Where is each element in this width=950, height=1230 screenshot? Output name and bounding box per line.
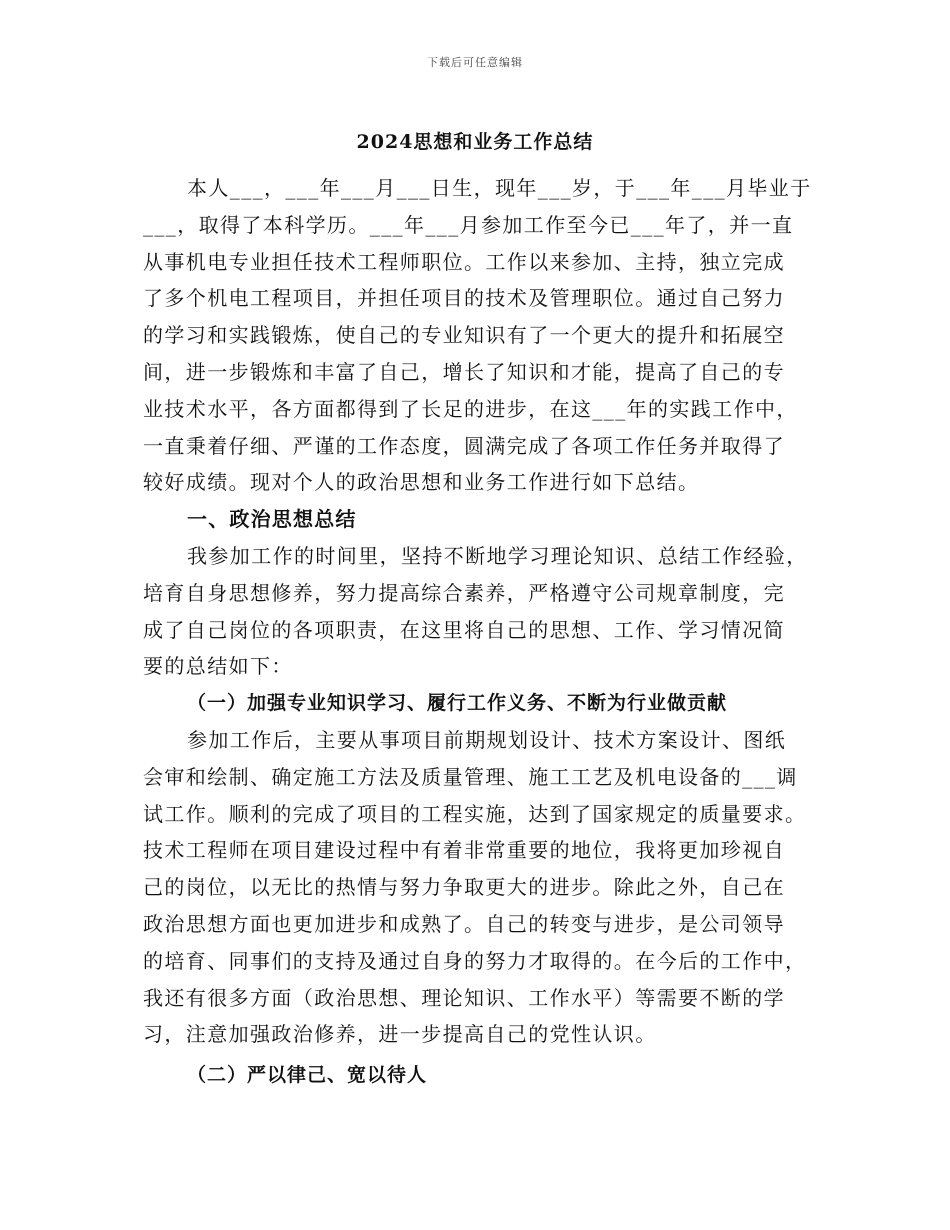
paragraph-line: 成了自己岗位的各项职责，在这里将自己的思想、工作、学习情况简	[143, 617, 785, 642]
paragraph-line: 一直秉着仔细、严谨的工作态度，圆满完成了各项工作任务并取得了	[143, 433, 785, 458]
paragraph-line: 政治思想方面也更加进步和成熟了。自己的转变与进步，是公司领导	[143, 911, 785, 936]
paragraph-line: 了多个机电工程项目，并担任项目的技术及管理职位。通过自己努力	[143, 286, 785, 311]
paragraph-line: 试工作。顺利的完成了项目的工程实施，达到了国家规定的质量要求。	[143, 801, 807, 826]
paragraph-line: 我还有很多方面（政治思想、理论知识、工作水平）等需要不断的学	[143, 985, 785, 1010]
document-body	[143, 170, 825, 1094]
paragraph-line: ___，取得了本科学历。___年___月参加工作至今已___年了，并一直	[143, 212, 794, 237]
section-heading-political: 一、政治思想总结	[187, 507, 357, 532]
political-paragraph	[143, 538, 825, 685]
paragraph-line: 要的总结如下：	[143, 654, 293, 679]
paragraph-line: 业技术水平，各方面都得到了长足的进步，在这___年的实践工作中，	[143, 396, 798, 421]
paragraph-line: 本人___，___年___月___日生，现年___岁，于___年___月毕业于	[187, 176, 812, 200]
intro-paragraph	[143, 170, 825, 501]
document-title: 2024思想和业务工作总结	[356, 131, 594, 153]
paragraph-line: 间，进一步锻炼和丰富了自己，增长了知识和才能，提高了自己的专	[143, 359, 785, 384]
paragraph-line: 从事机电专业担任技术工程师职位。工作以来参加、主持，独立完成	[143, 249, 785, 274]
paragraph-line: 我参加工作的时间里，坚持不断地学习理论知识、总结工作经验，	[187, 543, 808, 568]
paragraph-line: 习，注意加强政治修养，进一步提高自己的党性认识。	[143, 1022, 657, 1047]
paragraph-line: 较好成绩。现对个人的政治思想和业务工作进行如下总结。	[143, 470, 700, 495]
header-note: 下载后可任意编辑	[427, 56, 523, 69]
paragraph-line: 培育自身思想修养，努力提高综合素养，严格遵守公司规章制度，完	[143, 580, 785, 605]
paragraph-line: 会审和绘制、确定施工方法及质量管理、施工工艺及机电设备的___调	[143, 764, 798, 789]
paragraph-line: 技术工程师在项目建设过程中有着非常重要的地位，我将更加珍视自	[143, 838, 785, 863]
subsection-heading-2: （二）严以律己、宽以待人	[187, 1064, 428, 1087]
paragraph-line: 的培育、同事们的支持及通过自身的努力才取得的。在今后的工作中，	[143, 948, 807, 973]
paragraph-line: 己的岗位，以无比的热情与努力争取更大的进步。除此之外，自己在	[143, 875, 785, 900]
subsection1-paragraph	[143, 722, 825, 1053]
paragraph-line: 的学习和实践锻炼，使自己的专业知识有了一个更大的提升和拓展空	[143, 323, 785, 348]
paragraph-line: 参加工作后，主要从事项目前期规划设计、技术方案设计、图纸	[187, 727, 787, 752]
subsection-heading-1: （一）加强专业知识学习、履行工作义务、不断为行业做贡献	[187, 692, 728, 715]
